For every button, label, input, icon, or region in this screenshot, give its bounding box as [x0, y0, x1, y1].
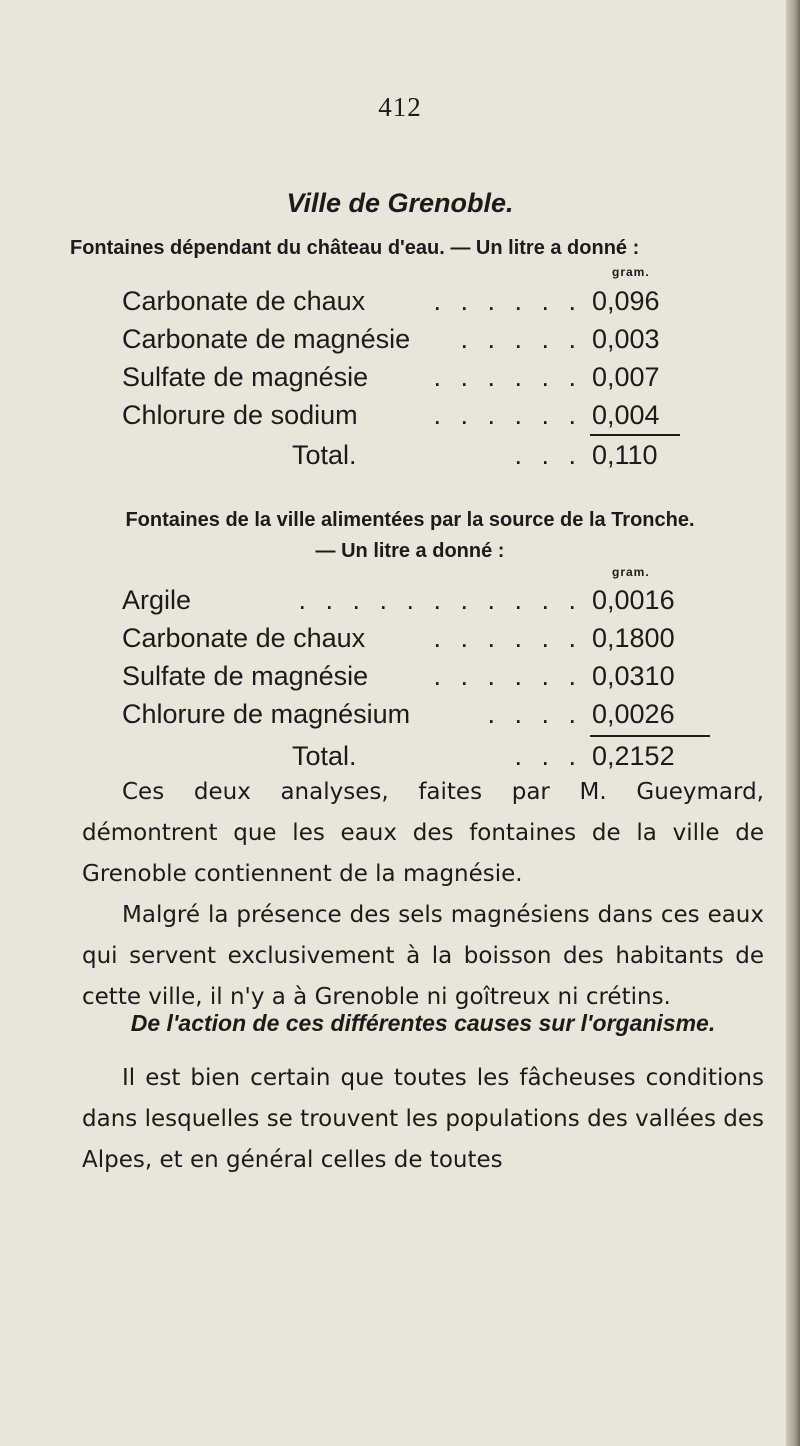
row-value: 0,0016 — [592, 585, 675, 615]
row-dots: . . . . . . — [433, 623, 582, 653]
row-name: Sulfate de magnésie — [122, 661, 369, 691]
table1-total-row — [122, 437, 712, 473]
total-value: 0,2152 — [592, 741, 675, 771]
paragraph-analyses: Ces deux analyses, faites par M. Gueymard, démontrent que les eaux des fontaines de la ville de Grenoble contiennent de la magnésie. — [82, 779, 764, 887]
row-dots: . . . . . — [460, 324, 582, 354]
paragraph-presence: Malgré la présence des sels magnésiens dans ces eaux qui servent exclusivement à la boisson des habitants de cette ville, il n'y a à Grenoble ni goîtreux ni crétins. — [82, 902, 764, 1010]
row-name: Sulfate de magnésie — [122, 362, 369, 392]
row-value: 0,007 — [592, 362, 660, 392]
table1-total-rule — [590, 434, 680, 436]
row-name: Carbonate de magnésie — [122, 324, 411, 354]
section-title: Ville de Grenoble. — [286, 188, 514, 218]
paragraph-conditions: Il est bien certain que toutes les fâcheuses conditions dans lesquelles se trouvent les populations des vallées des Alpes, et en général celles de toutes — [82, 1065, 764, 1173]
row-name: Argile — [122, 585, 192, 615]
page-number: 412 — [378, 92, 422, 122]
row-dots: . . . . — [487, 699, 582, 729]
total-value: 0,110 — [592, 440, 658, 470]
row-name: Carbonate de chaux — [122, 623, 366, 653]
total-label: Total. — [292, 741, 357, 771]
table1-row — [122, 397, 712, 433]
table1-row — [122, 283, 712, 319]
total-dots: . . . — [514, 741, 582, 771]
row-value: 0,0310 — [592, 661, 675, 691]
table2-total-row — [122, 738, 712, 774]
row-value: 0,004 — [592, 400, 660, 430]
total-dots: . . . — [514, 440, 582, 470]
table2-unit: gram. — [612, 565, 650, 579]
subheading: De l'action de ces différentes causes sur l'organisme. — [130, 1010, 716, 1036]
row-name: Carbonate de chaux — [122, 286, 366, 316]
row-dots: . . . . . . — [433, 286, 582, 316]
row-dots: . . . . . . . . . . . — [298, 585, 582, 615]
table2-caption-line2: — Un litre a donné : — [315, 540, 505, 562]
total-label: Total. — [292, 440, 357, 470]
body-text-block-2 — [82, 1058, 764, 1181]
row-dots: . . . . . . — [433, 362, 582, 392]
table1-row — [122, 321, 712, 357]
table2-row — [122, 696, 712, 732]
row-value: 0,1800 — [592, 623, 675, 653]
body-text-block — [82, 772, 764, 1018]
table1-unit: gram. — [612, 265, 650, 279]
table1-caption: Fontaines dépendant du château d'eau. — Un litre a donné : — [70, 237, 640, 259]
row-dots: . . . . . . — [433, 400, 582, 430]
table1-row — [122, 359, 712, 395]
row-value: 0,0026 — [592, 699, 675, 729]
table2-caption-line1: Fontaines de la ville alimentées par la source de la Tronche. — [125, 509, 695, 531]
row-value: 0,003 — [592, 324, 660, 354]
table2-row — [122, 620, 712, 656]
row-value: 0,096 — [592, 286, 660, 316]
row-name: Chlorure de magnésium — [122, 699, 411, 729]
row-dots: . . . . . . — [433, 661, 582, 691]
table2-caption — [60, 505, 760, 567]
table2-row — [122, 658, 712, 694]
table2-row — [122, 582, 712, 618]
table2-total-rule — [590, 735, 710, 737]
row-name: Chlorure de sodium — [122, 400, 358, 430]
